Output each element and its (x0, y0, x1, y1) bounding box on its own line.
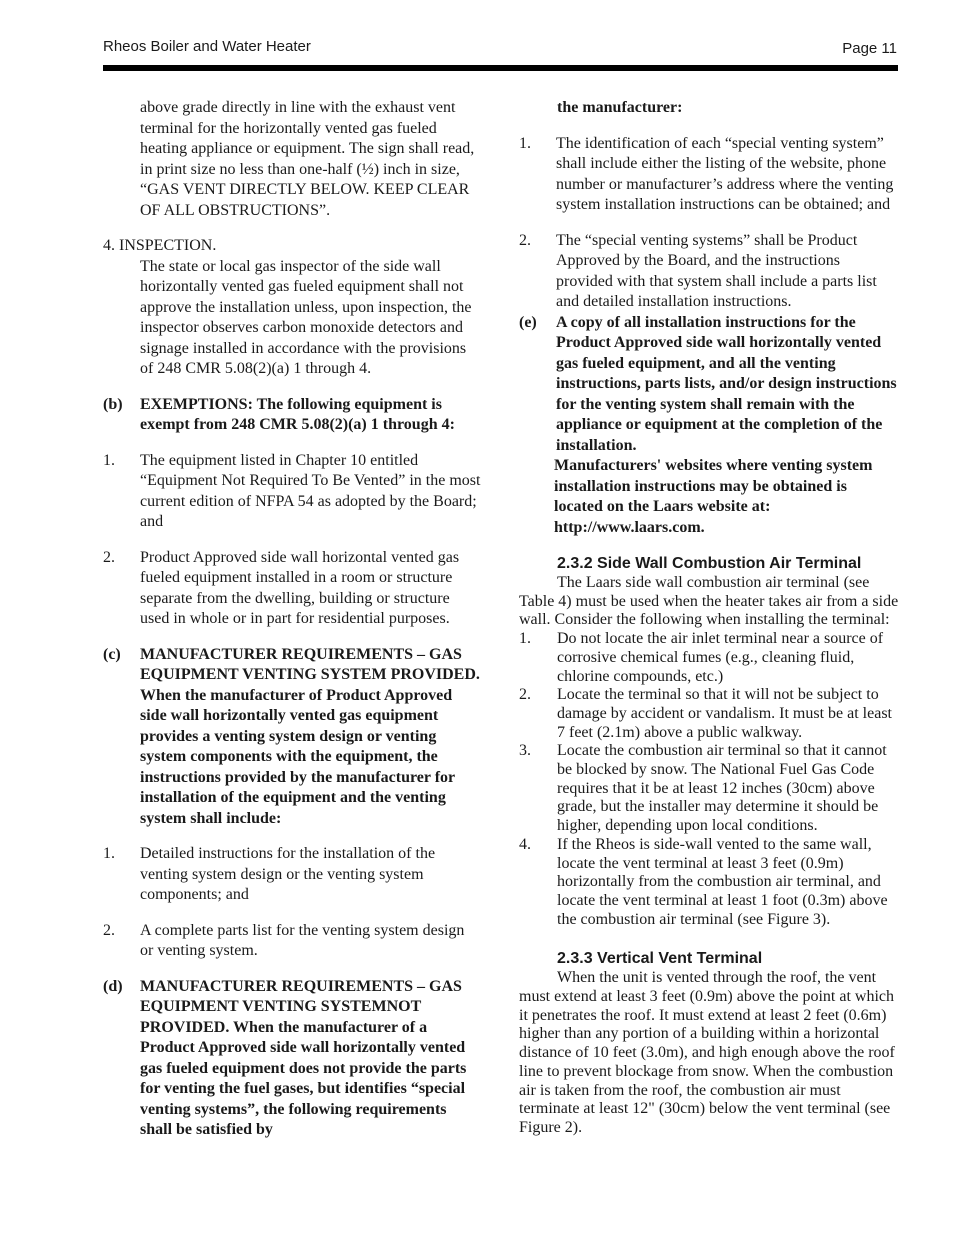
section-e-label: (e) (519, 313, 537, 331)
section-2-3-2-intro: The Laars side wall combustion air terminal (see Table 4) must be used when the heater takes air from a side wall. Consider the following when installing the terminal: (519, 574, 899, 629)
list-item (519, 134, 899, 216)
list-text: If the Rheos is side-wall vented to the same wall, locate the vent terminal at least 3 feet (0.9m) horizontally from the combustion air terminal, and locate the vent terminal at least 1 foot (0.3m) above the combustion air terminal (see Figure 3). (557, 835, 888, 928)
list-number: 1. (103, 845, 115, 862)
section-heading-2-3-2: 2.3.2 Side Wall Combustion Air Terminal (557, 555, 862, 572)
list-number: 4. (519, 835, 531, 853)
inspection-heading: 4. INSPECTION. (103, 237, 217, 254)
list-item (519, 630, 899, 686)
section-e (519, 313, 899, 457)
section-e-websites: Manufacturers' websites where venting system installation instructions may be obtained is located on the Laars website at: http://www.laars.com. (554, 457, 873, 536)
list-text: A complete parts list for the venting system design or venting system. (140, 921, 465, 959)
list-number: 2. (103, 921, 115, 939)
list-item (519, 231, 899, 313)
section-c-text: MANUFACTURER REQUIREMENTS – GAS EQUIPMENT VENTING SYSTEM PROVIDED. When the manufacturer of Product Approved side wall horizontally vented gas equipment provides a venting system design or venting system components with the equipment, the instructions provided by the manufacturer for installation of the equipment and the venting system shall include: (140, 645, 480, 827)
list-number: 1. (103, 451, 115, 469)
section-b-label: (b) (103, 395, 123, 413)
left-column (103, 98, 481, 1141)
list-number: 2. (103, 548, 115, 566)
list-number: 1. (519, 134, 531, 152)
list-text: The “special venting systems” shall be Product Approved by the Board, and the instructions provided with that system shall include a parts list and detailed installation instructions. (556, 231, 877, 310)
continued-paragraph: above grade directly in line with the exhaust vent terminal for the horizontally vented gas fueled heating appliance or equipment. The sign shall read, in print size no less than one-half (½) inch in size, “GAS VENT DIRECTLY BELOW. KEEP CLEAR OF ALL OBSTRUCTIONS”. (140, 99, 475, 219)
list-text: Detailed instructions for the installation of the venting system design or the venting system components; and (140, 845, 436, 903)
list-text: Do not locate the air inlet terminal near a source of corrosive chemical fumes (e.g., cleaning fluid, chlorine compounds, etc.) (557, 630, 884, 685)
list-text: The equipment listed in Chapter 10 entitled “Equipment Not Required To Be Vented” in the most current edition of NFPA 54 as adopted by the Board; and (140, 451, 481, 530)
list-item (103, 548, 481, 630)
section-c (103, 645, 481, 830)
section-b (103, 395, 481, 436)
list-item (519, 836, 899, 930)
list-item (103, 451, 481, 533)
list-item (103, 921, 481, 962)
section-heading-2-3-3: 2.3.3 Vertical Vent Terminal (557, 950, 763, 968)
section-c-label: (c) (103, 645, 121, 663)
list-item (519, 742, 899, 836)
section-e-text: A copy of all installation instructions for the Product Approved side wall horizontally vented gas fueled equipment, and all the venting instructions, parts lists, and/or design instructions for the venting system shall remain with the appliance or equipment at the completion of the installation. (556, 313, 897, 454)
page-number: Page 11 (842, 40, 897, 57)
section-d-continued: the manufacturer: (557, 99, 683, 116)
list-number: 2. (519, 231, 531, 249)
list-text: Product Approved side wall horizontal vented gas fueled equipment installed in a room or structure separate from the dwelling, building or structure used in whole or in part for residential purposes. (140, 548, 460, 627)
list-text: Locate the terminal so that it will not be subject to damage by accident or vandalism. It must be at least 7 feet (2.1m) above a public walkway. (557, 686, 892, 741)
section-d (103, 977, 481, 1141)
list-text: The identification of each “special venting system” shall include either the listing of the website, phone number or manufacturer’s address where the venting system installation instructions can be obtained; and (556, 134, 894, 213)
header-rule (103, 65, 898, 71)
section-b-text: EXEMPTIONS: The following equipment is exempt from 248 CMR 5.08(2)(a) 1 through 4: (140, 395, 455, 433)
section-d-text: MANUFACTURER REQUIREMENTS – GAS EQUIPMENT VENTING SYSTEMNOT PROVIDED. When the manufacturer of a Product Approved side wall horizontally vented gas fueled equipment does not provide the parts for venting the fuel gases, but identifies “special venting systems”, the following requirements shall be satisfied by (140, 977, 467, 1138)
section-d-label: (d) (103, 977, 123, 995)
inspection-paragraph: The state or local gas inspector of the side wall horizontally vented gas fueled equipment shall not approve the installation unless, upon inspection, the inspector observes carbon monoxide detectors and signage installed in accordance with the provisions of 248 CMR 5.08(2)(a) 1 through 4. (140, 257, 472, 377)
list-number: 3. (519, 742, 531, 760)
list-item (103, 844, 481, 906)
list-number: 1. (519, 630, 531, 648)
list-item (519, 686, 899, 742)
section-2-3-3-paragraph: When the unit is vented through the roof, the vent must extend at least 3 feet (0.9m) above the point at which it penetrates the roof. It must extend at least 2 feet (0.6m) higher than any portion of a building within a horizontal distance of 10 feet (3.0m), and high enough above the roof line to prevent blockage from snow. When the combustion air is taken from the roof, the combustion air must terminate at least 12" (30cm) below the vent terminal (see Figure 2). (519, 969, 895, 1136)
header-title: Rheos Boiler and Water Heater (103, 38, 311, 55)
right-column (519, 98, 899, 1138)
list-text: Locate the combustion air terminal so that it cannot be blocked by snow. The National Fuel Gas Code requires that it be at least 12 inches (30cm) above grade, but the installer may determine it should be higher, depending upon local conditions. (557, 742, 887, 835)
list-number: 2. (519, 686, 531, 704)
